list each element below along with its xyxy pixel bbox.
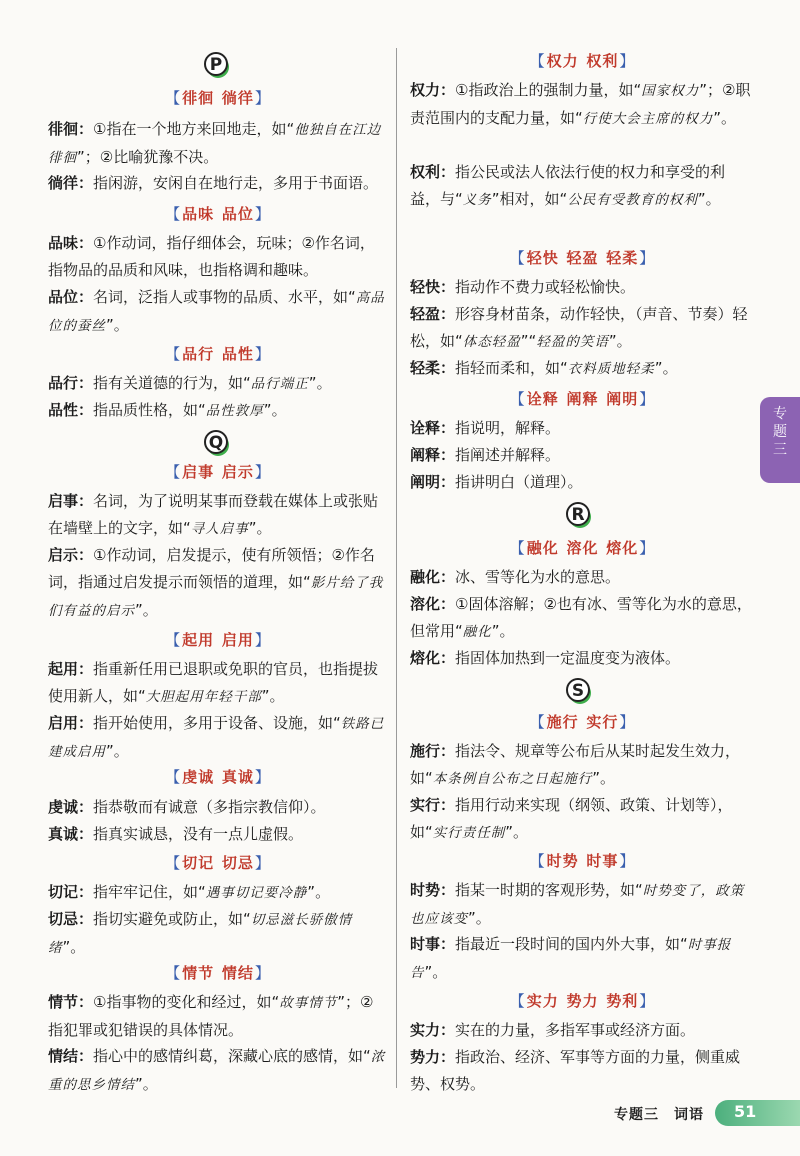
entry-term: 轻柔： xyxy=(410,359,456,377)
entry-term: 轻快： xyxy=(410,278,456,296)
heading-word: 时势 xyxy=(546,852,579,870)
example-quote: 公民有受教育的权利 xyxy=(567,192,698,208)
definition-entry xyxy=(410,591,755,646)
definition-text: ”。 xyxy=(307,883,331,901)
entry-term: 权力： xyxy=(410,81,456,99)
example-quote: 遇事切记要冷静 xyxy=(205,885,308,901)
heading-word: 溶化 xyxy=(566,539,599,557)
definition-text: ”；②职责范围内的支配力量，如“ xyxy=(410,81,751,127)
heading-word: 势利 xyxy=(606,992,639,1010)
heading-word: 徘徊 xyxy=(182,89,215,107)
heading-word: 权力 xyxy=(546,52,579,70)
definition-entry xyxy=(410,738,755,793)
example-quote: 他独自在江边徘徊 xyxy=(48,122,382,166)
definition-text: ”。 xyxy=(308,374,332,392)
example-quote: 轻盈的笑语 xyxy=(536,334,609,350)
heading-word: 熔化 xyxy=(606,539,639,557)
heading-word: 施行 xyxy=(546,713,579,731)
definition-text: 指最近一段时间的国内外大事，如“ xyxy=(455,935,688,953)
heading-word: 轻快 xyxy=(526,249,559,267)
heading-word: 实力 xyxy=(526,992,559,1010)
word-group-heading: 【施行 实行】 xyxy=(529,713,636,731)
definition-text: ”；②比喻犹豫不决。 xyxy=(77,148,219,166)
entry-term: 情节： xyxy=(48,993,94,1011)
definition-entry xyxy=(48,989,388,1044)
example-quote: 义务 xyxy=(462,192,492,208)
entry-term: 溶化： xyxy=(410,595,456,613)
definition-text: ”相对，如“ xyxy=(491,190,568,208)
definition-text: ①指政治上的强制力量，如“ xyxy=(455,81,642,99)
definition-entry xyxy=(48,397,388,425)
heading-word: 品性 xyxy=(221,345,254,363)
definition-text: ”。 xyxy=(135,601,158,619)
heading-word: 品味 xyxy=(182,205,215,223)
footer-section-title: 专题三 词语 xyxy=(614,1107,704,1123)
definition-text: ”。 xyxy=(424,963,448,981)
example-quote: 寻人启事 xyxy=(190,521,249,537)
entry-term: 融化： xyxy=(410,568,456,586)
entry-term: 启用： xyxy=(48,714,94,732)
example-quote: 衣料质地轻柔 xyxy=(567,361,655,377)
heading-word: 虔诚 xyxy=(182,768,215,786)
word-group-heading: 【启事 启示】 xyxy=(165,463,271,481)
example-quote: 行使大会主席的权力 xyxy=(582,111,714,127)
letter-badge-p-icon xyxy=(203,50,233,80)
definition-text: 指阐述并解释。 xyxy=(455,446,561,464)
entry-term: 启示： xyxy=(48,546,94,564)
definition-entry xyxy=(48,1043,388,1099)
example-quote: 品行端正 xyxy=(250,376,309,392)
entry-term: 启事： xyxy=(48,492,94,510)
heading-word: 徜徉 xyxy=(221,89,254,107)
definition-text: ”。 xyxy=(468,909,491,927)
svg-text:Q: Q xyxy=(208,433,224,453)
entry-term: 品味： xyxy=(48,234,94,252)
definition-text: ①指在一个地方来回地走，如“ xyxy=(93,120,295,138)
definition-text: 指真实诚恳，没有一点儿虚假。 xyxy=(93,825,304,843)
definition-text: 指动作不费力或轻松愉快。 xyxy=(455,278,636,296)
word-group-heading: 【融化 溶化 熔化】 xyxy=(509,539,656,557)
definition-text: 指切实避免或防止，如“ xyxy=(93,910,251,928)
definition-entry xyxy=(410,792,755,847)
letter-badge-s-icon xyxy=(565,676,595,706)
word-group-heading: 【徘徊 徜徉】 xyxy=(165,89,271,107)
definition-text: 名词，泛指人或事物的品质、水平，如“ xyxy=(93,288,356,306)
definition-text: 指用行动来实现（纲领、政策、计划等），如“ xyxy=(410,796,733,841)
definition-text: 指固体加热到一定温度变为液体。 xyxy=(455,649,681,667)
example-quote: 时事报告 xyxy=(410,937,732,981)
page-number-tab xyxy=(715,1100,800,1126)
page-number: 51 xyxy=(734,1102,757,1121)
definition-text: ①作动词，启发提示，使有所领悟；②作名词，指通过启发提示而领悟的道理，如“ xyxy=(48,546,375,591)
definition-entry xyxy=(48,542,388,625)
definition-text: ①固体溶解；②也有冰、雪等化为水的意思，但常用“ xyxy=(410,595,752,640)
definition-text: ”；②指犯罪或犯错误的具体情况。 xyxy=(48,993,374,1039)
example-quote: 国家权力 xyxy=(641,83,700,99)
definition-entry xyxy=(48,370,388,398)
definition-text: 指说明，解释。 xyxy=(455,419,561,437)
entry-term: 真诚： xyxy=(48,825,94,843)
definition-text: ”。 xyxy=(106,316,129,334)
definition-entry xyxy=(48,656,388,711)
definition-entry xyxy=(410,645,755,672)
entry-term: 徜徉： xyxy=(48,174,94,192)
entry-term: 诠释： xyxy=(410,419,456,437)
definition-entry xyxy=(410,469,755,496)
definition-entry xyxy=(48,488,388,543)
side-tab-char: 三 xyxy=(773,442,787,458)
definition-text: 指某一时期的客观形势，如“ xyxy=(455,881,643,899)
definition-text: 冰、雪等化为水的意思。 xyxy=(455,568,621,586)
definition-text: 指政治、经济、军事等方面的力量，侧重威势、权势。 xyxy=(410,1048,741,1093)
heading-word: 品行 xyxy=(182,345,215,363)
entry-term: 情结： xyxy=(48,1047,94,1065)
entry-term: 虔诚： xyxy=(48,798,94,816)
entry-term: 轻盈： xyxy=(410,305,456,323)
heading-word: 启示 xyxy=(221,463,254,481)
word-group-heading: 【实力 势力 势利】 xyxy=(509,992,656,1010)
definition-text: 形容身材苗条，动作轻快，（声音、节奏）轻松，如“ xyxy=(410,305,748,350)
side-tab-char: 题 xyxy=(773,424,787,440)
entry-term: 实行： xyxy=(410,796,456,814)
definition-text: ”。 xyxy=(248,519,272,537)
entry-term: 熔化： xyxy=(410,649,456,667)
definition-text: 指有关道德的行为，如“ xyxy=(93,374,251,392)
definition-text: 指法令、规章等公布后从某时起发生效力，如“ xyxy=(410,742,741,787)
heading-word: 切记 xyxy=(182,854,215,872)
heading-word: 情节 xyxy=(182,964,215,982)
definition-text: ①指事物的变化和经过，如“ xyxy=(93,993,280,1011)
letter-badge-r-icon xyxy=(565,500,595,530)
definition-entry xyxy=(410,415,755,442)
definition-text: 指品质性格，如“ xyxy=(93,401,206,419)
entry-term: 权利： xyxy=(410,163,456,181)
entry-term: 品位： xyxy=(48,288,94,306)
definition-text: ①作动词，指仔细体会，玩味；②作名词，指物品的品质和风味，也指格调和趣味。 xyxy=(48,234,375,279)
definition-entry xyxy=(48,230,388,284)
definition-entry xyxy=(48,794,388,821)
entry-term: 时势： xyxy=(410,881,456,899)
heading-word: 真诚 xyxy=(221,768,254,786)
definition-text: 指开始使用，多用于设备、设施，如“ xyxy=(93,714,341,732)
word-group-heading: 【轻快 轻盈 轻柔】 xyxy=(509,249,656,267)
word-group-heading: 【起用 启用】 xyxy=(165,631,271,649)
entry-term: 起用： xyxy=(48,660,94,678)
example-quote: 融化 xyxy=(462,624,492,640)
heading-word: 时事 xyxy=(586,852,619,870)
heading-word: 诠释 xyxy=(526,390,559,408)
heading-word: 情结 xyxy=(221,964,254,982)
definition-text: ”。 xyxy=(106,742,129,760)
definition-text: 指公民或法人依法行使的权力和享受的利益，与“ xyxy=(410,163,726,208)
example-quote: 品性敦厚 xyxy=(205,403,264,419)
heading-word: 阐明 xyxy=(606,390,639,408)
svg-text:R: R xyxy=(571,505,585,525)
entry-term: 品行： xyxy=(48,374,94,392)
heading-word: 切忌 xyxy=(221,854,254,872)
definition-text: ”。 xyxy=(263,401,287,419)
definition-entry xyxy=(410,1017,755,1044)
definition-text: 指恭敬而有诚意（多指宗教信仰）。 xyxy=(93,798,326,816)
svg-text:P: P xyxy=(209,55,223,75)
side-tab-char: 专 xyxy=(773,406,787,422)
definition-text: ”。 xyxy=(592,769,616,787)
definition-text: 实在的力量，多指军事或经济方面。 xyxy=(455,1021,696,1039)
example-quote: 大胆起用年轻干部 xyxy=(145,689,262,705)
definition-entry xyxy=(48,710,388,766)
word-group-heading: 【品行 品性】 xyxy=(165,345,271,363)
heading-word: 阐释 xyxy=(566,390,599,408)
entry-term: 徘徊： xyxy=(48,120,94,138)
definition-entry xyxy=(48,821,388,848)
letter-badge-q-icon xyxy=(203,428,233,458)
heading-word: 启事 xyxy=(182,463,215,481)
heading-word: 势力 xyxy=(566,992,599,1010)
entry-term: 势力： xyxy=(410,1048,456,1066)
definition-entry xyxy=(48,906,388,962)
definition-entry xyxy=(410,355,755,383)
definition-entry xyxy=(410,77,755,133)
definition-entry xyxy=(410,564,755,591)
example-quote: 切忌滋长骄傲情绪 xyxy=(48,912,353,956)
heading-word: 起用 xyxy=(182,631,215,649)
definition-text: ”。 xyxy=(135,1075,158,1093)
example-quote: 时势变了，政策也应该变 xyxy=(410,883,745,927)
definition-entry xyxy=(48,284,388,340)
word-group-heading: 【品味 品位】 xyxy=(165,205,271,223)
definition-text: ”。 xyxy=(713,109,737,127)
example-quote: 体态轻盈 xyxy=(462,334,521,350)
heading-word: 品位 xyxy=(221,205,254,223)
word-group-heading: 【情节 情结】 xyxy=(165,964,271,982)
example-quote: 浓重的思乡情结 xyxy=(48,1049,386,1093)
definition-text: 指闲游，安闲自在地行走，多用于书面语。 xyxy=(93,174,379,192)
definition-entry xyxy=(410,442,755,469)
definition-text: ”“ xyxy=(520,332,537,350)
definition-entry xyxy=(48,116,388,172)
definition-entry xyxy=(410,1044,755,1098)
definition-text: ”。 xyxy=(261,687,285,705)
definition-entry xyxy=(48,879,388,907)
definition-entry xyxy=(48,170,388,197)
heading-word: 轻柔 xyxy=(606,249,639,267)
entry-term: 施行： xyxy=(410,742,456,760)
heading-word: 融化 xyxy=(526,539,559,557)
word-group-heading: 【时势 时事】 xyxy=(529,852,636,870)
word-group-heading: 【虔诚 真诚】 xyxy=(165,768,271,786)
example-quote: 铁路已建成启用 xyxy=(48,716,385,760)
word-group-heading: 【诠释 阐释 阐明】 xyxy=(509,390,656,408)
entry-term: 阐释： xyxy=(410,446,456,464)
entry-term: 切记： xyxy=(48,883,94,901)
definition-text: 指心中的感情纠葛，深藏心底的感情，如“ xyxy=(93,1047,371,1065)
definition-text: 名词，为了说明某事而登载在媒体上或张贴在墙壁上的文字，如“ xyxy=(48,492,379,537)
definition-text: 指轻而柔和，如“ xyxy=(455,359,568,377)
definition-entry xyxy=(410,274,755,301)
example-quote: 故事情节 xyxy=(279,995,338,1011)
heading-word: 轻盈 xyxy=(566,249,599,267)
entry-term: 时事： xyxy=(410,935,456,953)
definition-text: 指牢牢记住，如“ xyxy=(93,883,206,901)
definition-text: 指讲明白（道理）。 xyxy=(455,473,583,491)
definition-entry xyxy=(410,877,755,933)
definition-text: 指重新任用已退职或免职的官员，也指提拔使用新人，如“ xyxy=(48,660,379,705)
column-divider xyxy=(396,48,397,1088)
heading-word: 权利 xyxy=(586,52,619,70)
svg-text:S: S xyxy=(571,681,585,701)
entry-term: 阐明： xyxy=(410,473,456,491)
heading-word: 启用 xyxy=(221,631,254,649)
heading-word: 实行 xyxy=(586,713,619,731)
definition-text: ”。 xyxy=(697,190,721,208)
chapter-side-tab[interactable] xyxy=(760,397,800,483)
entry-term: 实力： xyxy=(410,1021,456,1039)
word-group-heading: 【切记 切忌】 xyxy=(165,854,271,872)
entry-term: 品性： xyxy=(48,401,94,419)
entry-term: 切忌： xyxy=(48,910,94,928)
definition-entry xyxy=(410,931,755,987)
definition-text: ”。 xyxy=(491,622,515,640)
definition-text: ”。 xyxy=(654,359,678,377)
definition-text: ”。 xyxy=(608,332,632,350)
definition-text: ”。 xyxy=(505,823,529,841)
definition-entry xyxy=(410,301,755,356)
definition-text: ”。 xyxy=(62,938,86,956)
example-quote: 本条例自公布之日起施行 xyxy=(432,771,593,787)
example-quote: 实行责任制 xyxy=(432,825,506,841)
definition-entry xyxy=(410,159,755,214)
example-quote: 高品位的蚕丝 xyxy=(48,290,385,334)
example-quote: 影片给了我们有益的启示 xyxy=(48,575,384,619)
word-group-heading: 【权力 权利】 xyxy=(529,52,636,70)
